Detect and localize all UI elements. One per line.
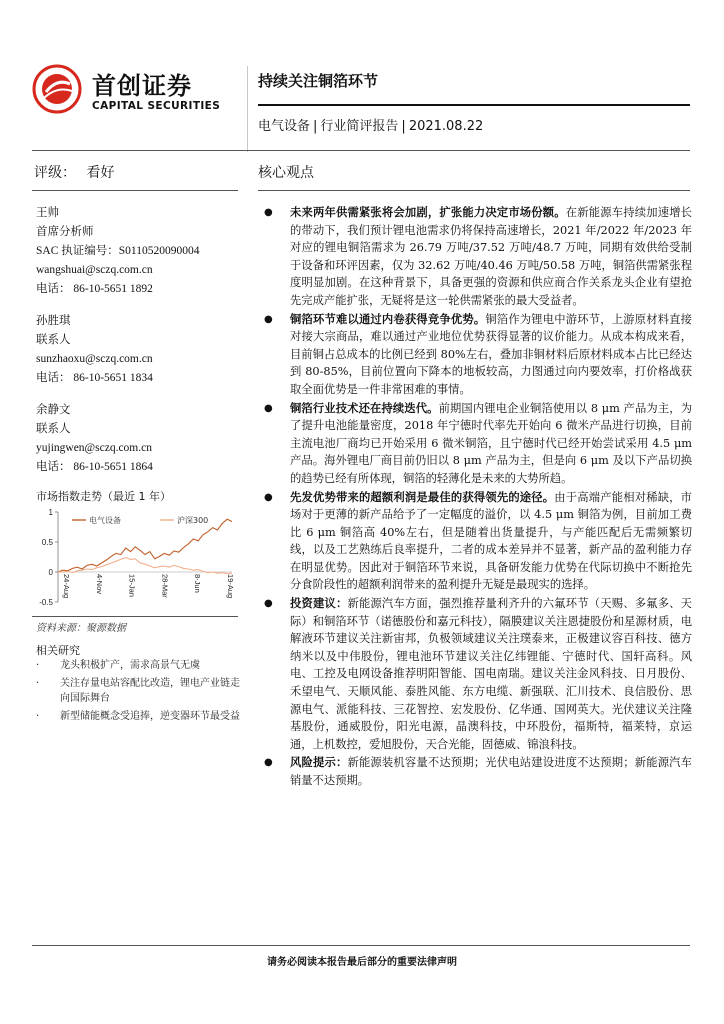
market-index-chart [32,506,242,616]
core-view-item [262,311,692,399]
chart-x-tick-label: 8-Jun [193,574,203,593]
core-view-lead: 铜箔行业技术还在持续迭代。 [290,400,439,415]
header-rule [32,150,690,151]
chart-x-tick-label: 15-Jan [127,574,137,597]
analyst-name: 王帅 [36,207,59,219]
header-divider [247,66,248,152]
related-research-item[interactable] [36,676,241,707]
subtitle-separator: | [313,119,318,134]
related-research-item[interactable] [36,709,241,725]
chart-x-tick-label: 24-Aug [62,574,71,599]
analyst-license: SAC 执证编号：S0110520090004 [36,245,200,257]
core-view-lead: 先发优势带来的超额利润是最佳的获得领先的途径。 [290,489,555,504]
core-view-text: 由于高端产能相对稀缺，市场对于更薄的新产品给予了一定幅度的溢价，以 4.5 μm 铜箔为例，目前加工费比 6 μm 铜箔高 40%左右，但是随着出货量提升，与产能匹配后无需频繁切线，以及工艺熟练后良率提升，二者的成本差异并不显著，新产品的盈利能力存在明显优势。因此对于铜箔环节来说，具备研发能力优势在代际切换中不断抢先分食阶段性的超额利润带来的盈利提升无疑是最现实的选择。 [290,490,692,592]
bullet-circle-icon: ● [264,757,273,769]
related-research-text: 龙头积极扩产，需求高景气无虞 [60,660,200,671]
rating-value: 看好 [86,165,115,181]
report-industry: 电气设备 [258,119,311,134]
chart-x-tick-label: 4-Nov [94,574,104,595]
core-view-lead: 未来两年供需紧张将会加剧，扩张能力决定市场份额。 [290,205,566,219]
legal-disclaimer-note[interactable]: 请务必阅读本报告最后部分的重要法律声明 [267,957,457,968]
logo-name-cn: 首创证券 [92,72,192,100]
analyst-list [36,204,241,490]
bullet-circle-icon: ● [264,598,273,610]
rating-rule [32,190,238,191]
bullet-circle-icon: ● [264,207,273,218]
analyst-phone: 电话： 86-10-5651 1834 [36,372,153,384]
title-rule [258,104,690,106]
analyst-name: 孙胜琪 [36,315,71,327]
rating [34,162,114,182]
subtitle-separator: | [401,119,406,134]
chart-title: 市场指数走势（最近 1 年） [36,490,171,503]
analyst-title: 联系人 [36,334,71,346]
analyst-title: 联系人 [36,423,71,435]
bullet-dot-icon: · [36,660,40,671]
report-subtitle [258,115,483,134]
bullet-circle-icon: ● [264,402,273,414]
core-view-text: 铜箔作为锂电中游环节，上游原材料直接对接大宗商品，难以通过产业地位优势获得显著的议价能力。从成本构成来看，目前铜占总成本的比例已经到 80%左右，叠加非铜材料后原材料成本占比已经达到 80-85%，目前位置向下降本的地板较高，力图通过向内要效率，打价格战获取全面优势是一件非常困难的事情。 [290,312,692,396]
core-views-list [262,204,692,791]
analyst-phone: 电话： 86-10-5651 1864 [36,461,153,473]
bullet-circle-icon: ● [264,491,273,503]
chart-legend-label: 电气设备 [89,516,121,525]
core-view-text: 前期国内锂电企业铜箔使用以 8 μm 产品为主，为了提升电池能量密度，2018 年宁德时代率先开始向 6 微米产品进行切换，目前主流电池厂商均已开始采用 6 微米铜箔，且宁德时代已经开始尝试采用 4.5 μm 产品。海外锂电厂商目前仍旧以 8 μm 产品为主，但是向 6 μm 及以下产品切换的趋势已经有所体现，铜箔的轻薄化是未来的大势所趋。 [290,401,692,485]
chart-source: 资料来源：聚源数据 [36,623,126,634]
core-view-item [262,204,692,310]
report-date: 2021.08.22 [408,119,484,134]
chart-series-line [58,558,232,574]
core-view-text: 新能源汽车方面，强烈推荐量利齐升的六氟环节（天赐、多氟多、天际）和铜箔环节（诺德股份和嘉元科技），隔膜建议关注恩捷股份和星源材质，电解液环节建议关注新宙邦，负极领域建议关注璞泰来，正极建议容百科技、德方纳米以及中伟股份，锂电池环节建议关注亿纬锂能、宁德时代、国轩高科。风电、工控及电网设备推荐明阳智能、国电南瑞。建议关注金风科技、日月股份、禾望电气、天顺风能、泰胜风能、东方电缆、新强联、汇川技术、良信股份、思源电气、派能科技、三花智控、宏发股份、亿华通、国网英大。光伏建议关注隆基股份，通威股份，阳光电源，晶澳科技，中环股份，福斯特，福莱特，京运通，上机数控，爱旭股份，天合光能，固德威、锦浪科技。 [290,597,692,751]
chart-y-tick-label: 0 [48,568,53,577]
related-research-item[interactable] [36,658,241,674]
related-research-list [36,658,241,726]
analyst-title: 首席分析师 [36,226,94,238]
rating-label: 评级： [34,165,76,181]
analyst-card [36,204,241,299]
analyst-card [36,401,241,477]
chart-x-tick-label: 19-Aug [226,574,235,599]
bullet-dot-icon: · [36,677,40,689]
core-view-item [262,595,692,753]
analyst-email[interactable]: sunzhaoxu@sczq.com.cn [36,353,153,365]
chart-legend-label: 沪深300 [177,516,209,525]
core-views-rule [258,190,690,191]
footer-rule [32,945,690,946]
analyst-card [36,312,241,388]
related-research-title: 相关研究 [36,644,80,657]
related-research-text: 关注存量电站容配比改造，锂电产业链走向国际舞台 [60,677,240,704]
core-view-lead: 铜箔环节难以通过内卷获得竞争优势。 [290,311,486,326]
core-views-heading: 核心观点 [258,165,314,181]
analyst-phone: 电话： 86-10-5651 1892 [36,283,153,295]
chart-y-tick-label: 0.5 [41,538,53,547]
related-research-text: 新型储能概念受追捧，逆变器环节最受益 [60,710,240,722]
core-view-text: 在新能源车持续加速增长的带动下，我们预计锂电池需求仍将保持高速增长，2021 年/2022 年/2023 年对应的锂电铜箔需求为 26.79 万吨/37.52 万吨/48.7 万吨，同期有效供给受制于设备和环评因素，仅为 32.62 万吨/40.46 万吨/50.58 万吨，铜箔供需紧张程度明显加剧。在这种背景下，具备更强的资源和供应商合作关系龙头企业有望抢先完成产能扩张，无疑将是这一轮供需紧张的最大受益者。 [290,206,692,307]
chart-rule [32,616,238,617]
capital-securities-logo-icon [32,64,82,114]
core-view-lead: 风险提示： [290,755,348,770]
core-view-lead: 投资建议： [290,596,348,611]
chart-y-tick-label: 1 [48,508,53,517]
report-type: 行业简评报告 [320,119,399,134]
analyst-email[interactable]: yujingwen@sczq.com.cn [36,442,152,454]
company-logo [32,64,237,120]
core-view-item [262,489,692,595]
chart-y-tick-label: -0.5 [39,598,53,607]
core-view-text: 新能源装机容量不达预期；光伏电站建设进度不达预期；新能源汽车销量不达预期。 [290,756,692,787]
bullet-circle-icon: ● [264,313,273,325]
bullet-dot-icon: · [36,710,40,722]
core-view-item [262,400,692,488]
chart-x-tick-label: 28-Mar [160,574,170,598]
analyst-email[interactable]: wangshuai@sczq.com.cn [36,264,153,276]
core-view-item [262,754,692,789]
logo-name-en: CAPITAL SECURITIES [92,100,221,112]
chart-svg [32,506,242,616]
report-title: 持续关注铜箔环节 [258,72,379,90]
analyst-name: 余静文 [36,404,71,416]
